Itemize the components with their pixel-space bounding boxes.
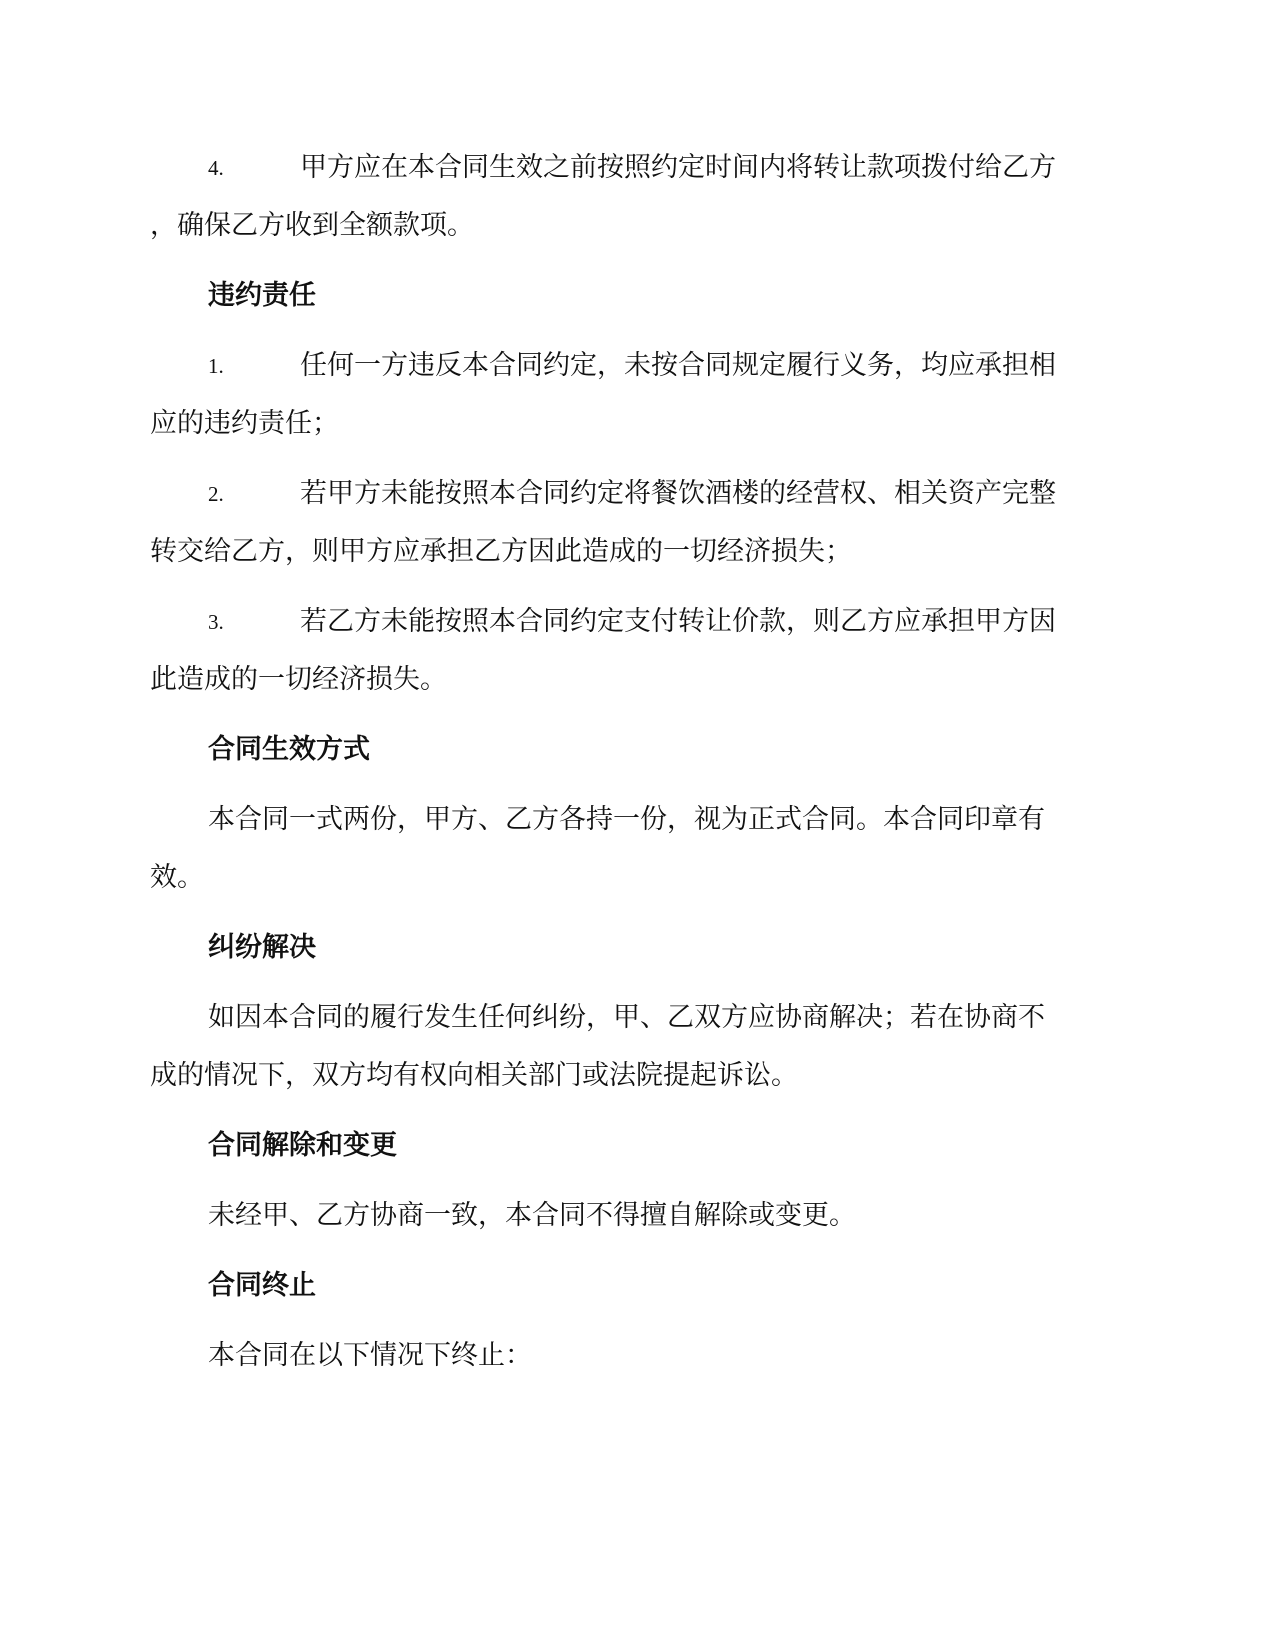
item-text-continuation: 应的违约责任； — [150, 408, 339, 439]
section-heading-effect: 合同生效方式 — [208, 734, 370, 765]
item-number: 3. — [208, 610, 224, 634]
item-text-line: 若乙方未能按照本合同约定支付转让价款，则乙方应承担甲方因 — [300, 606, 1056, 637]
section-heading-change: 合同解除和变更 — [208, 1130, 397, 1161]
paragraph-line: 如因本合同的履行发生任何纠纷，甲、乙双方应协商解决；若在协商不 — [208, 1002, 1045, 1033]
item-number: 4. — [208, 156, 224, 180]
item-number: 2. — [208, 482, 224, 506]
item-text-line: 任何一方违反本合同约定，未按合同规定履行义务，均应承担相 — [300, 350, 1056, 381]
item-text-continuation: 此造成的一切经济损失。 — [150, 664, 447, 695]
item-text-continuation: ，确保乙方收到全额款项。 — [150, 210, 474, 241]
paragraph-line: 本合同一式两份，甲方、乙方各持一份，视为正式合同。本合同印章有 — [208, 804, 1045, 835]
section-heading-dispute: 纠纷解决 — [208, 932, 316, 963]
paragraph-line: 效。 — [150, 862, 204, 893]
item-text-line: 甲方应在本合同生效之前按照约定时间内将转让款项拨付给乙方 — [300, 152, 1056, 183]
section-heading-termination: 合同终止 — [208, 1270, 316, 1301]
item-text-line: 若甲方未能按照本合同约定将餐饮酒楼的经营权、相关资产完整 — [300, 478, 1056, 509]
item-text-continuation: 转交给乙方，则甲方应承担乙方因此造成的一切经济损失； — [150, 536, 852, 567]
section-heading-breach: 违约责任 — [208, 280, 316, 311]
paragraph-line: 成的情况下，双方均有权向相关部门或法院提起诉讼。 — [150, 1060, 798, 1091]
paragraph-line: 未经甲、乙方协商一致，本合同不得擅自解除或变更。 — [208, 1200, 856, 1231]
paragraph-line: 本合同在以下情况下终止： — [208, 1340, 532, 1371]
item-number: 1. — [208, 354, 224, 378]
